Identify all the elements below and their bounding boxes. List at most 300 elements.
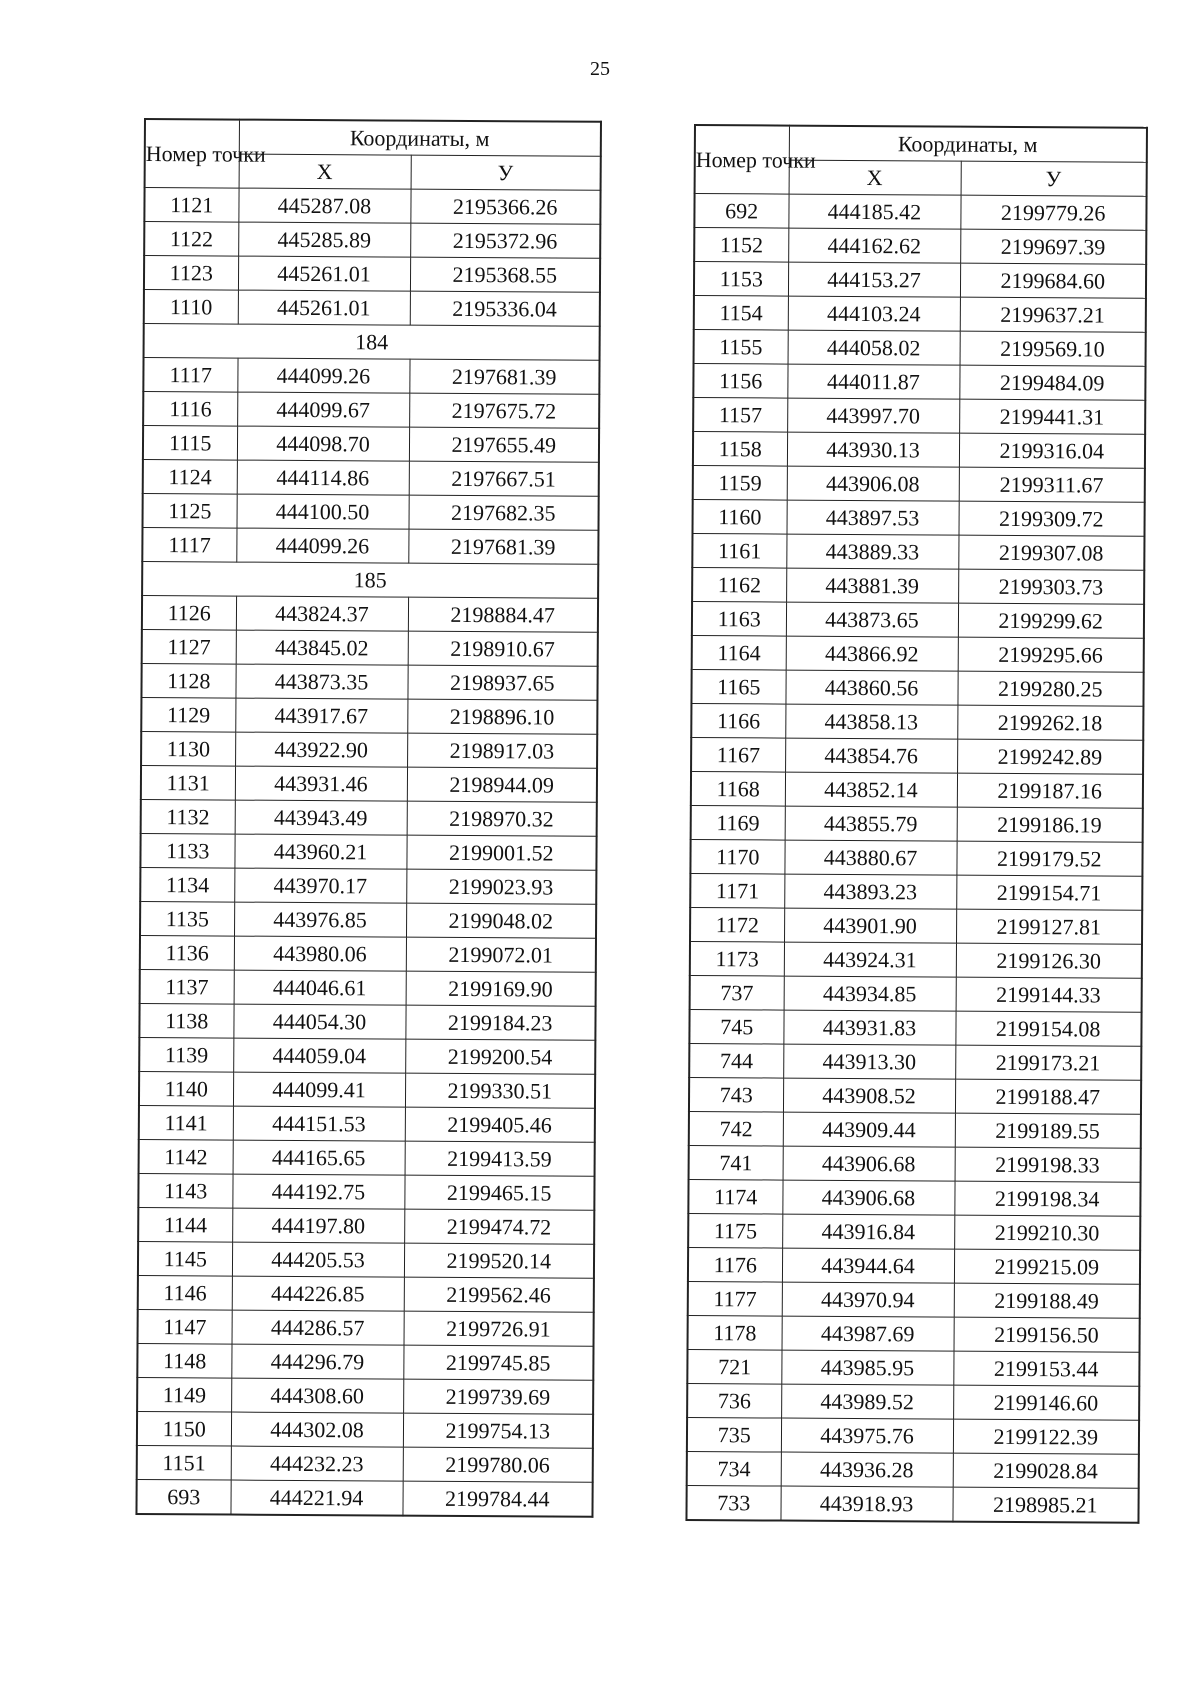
point-number-cell: 1173 (690, 941, 784, 976)
x-coordinate-cell: 443989.52 (781, 1384, 953, 1419)
table-row (139, 1037, 595, 1074)
point-number-cell: 1127 (142, 629, 236, 664)
y-coordinate-cell: 2199156.50 (954, 1317, 1140, 1352)
x-coordinate-cell: 444153.27 (788, 262, 960, 297)
x-coordinate-cell: 443917.67 (235, 698, 407, 733)
table-row (692, 601, 1144, 638)
x-coordinate-cell: 443873.65 (786, 602, 958, 637)
y-coordinate-cell: 2199146.60 (953, 1385, 1139, 1420)
table-row (144, 290, 600, 327)
y-coordinate-cell: 2199154.71 (956, 875, 1142, 910)
table-row (689, 1043, 1141, 1080)
table-row (688, 1281, 1140, 1318)
table-row (694, 262, 1146, 299)
x-coordinate-cell: 443916.84 (782, 1214, 954, 1249)
y-coordinate-cell: 2198917.03 (407, 733, 597, 768)
table-row (141, 731, 597, 768)
table-row (137, 1377, 593, 1414)
point-number-cell: 1168 (691, 771, 785, 806)
point-number-cell: 1153 (694, 262, 788, 297)
point-number-cell: 735 (687, 1417, 781, 1452)
coordinates-table-right (685, 124, 1148, 1524)
section-row (144, 324, 600, 361)
point-number-cell: 1147 (138, 1309, 232, 1344)
x-coordinate-cell: 444098.70 (237, 426, 409, 461)
y-coordinate-cell: 2199684.60 (960, 263, 1146, 298)
point-number-cell: 1152 (694, 228, 788, 263)
table-row (691, 805, 1143, 842)
x-coordinate-cell: 444162.62 (788, 228, 960, 263)
point-number-cell: 1171 (690, 873, 784, 908)
y-coordinate-cell: 2199280.25 (957, 671, 1143, 706)
y-coordinate-cell: 2199144.33 (956, 977, 1142, 1012)
y-coordinate-cell: 2199465.15 (404, 1175, 594, 1210)
point-number-cell: 1174 (688, 1179, 782, 1214)
y-coordinate-cell: 2199184.23 (405, 1005, 595, 1040)
x-coordinate-cell: 443889.33 (786, 534, 958, 569)
x-coordinate-cell: 443824.37 (236, 596, 408, 631)
x-coordinate-cell: 443931.46 (235, 766, 407, 801)
y-coordinate-cell: 2199179.52 (956, 841, 1142, 876)
y-coordinate-cell: 2199697.39 (960, 229, 1146, 264)
table-row (143, 459, 599, 496)
point-number-cell: 1137 (140, 969, 234, 1004)
y-coordinate-cell: 2199188.47 (955, 1079, 1141, 1114)
point-number-cell: 1116 (143, 392, 237, 427)
point-number-cell: 1167 (691, 737, 785, 772)
point-number-cell: 1161 (692, 533, 786, 568)
y-coordinate-cell: 2199048.02 (406, 903, 596, 938)
x-coordinate-cell: 444054.30 (233, 1004, 405, 1039)
point-number-cell: 1170 (690, 839, 784, 874)
header-coordinates: Координаты, м (789, 126, 1147, 163)
table-row (690, 907, 1142, 944)
y-coordinate-cell: 2199569.10 (960, 331, 1146, 366)
point-number-cell: 1122 (144, 222, 238, 257)
header-y: У (961, 161, 1147, 196)
x-coordinate-cell: 444232.23 (231, 1446, 403, 1481)
x-coordinate-cell: 443976.85 (234, 902, 406, 937)
x-coordinate-cell: 443934.85 (784, 976, 956, 1011)
point-number-cell: 1166 (691, 703, 785, 738)
x-coordinate-cell: 443987.69 (782, 1316, 954, 1351)
point-number-cell: 1176 (688, 1247, 782, 1282)
x-coordinate-cell: 443855.79 (785, 806, 957, 841)
table-row (689, 1077, 1141, 1114)
y-coordinate-cell: 2199726.91 (404, 1311, 594, 1346)
section-label: 184 (144, 324, 600, 361)
point-number-cell: 1126 (142, 595, 236, 630)
point-number-cell: 1159 (693, 465, 787, 500)
table-row (689, 1009, 1141, 1046)
point-number-cell: 1178 (688, 1315, 782, 1350)
x-coordinate-cell: 443924.31 (784, 942, 956, 977)
y-coordinate-cell: 2199484.09 (959, 365, 1145, 400)
point-number-cell: 1136 (140, 935, 234, 970)
point-number-cell: 1117 (143, 358, 237, 393)
table-row (140, 935, 596, 972)
table-row (138, 1173, 594, 1210)
point-number-cell: 741 (689, 1145, 783, 1180)
x-coordinate-cell: 443852.14 (785, 772, 957, 807)
point-number-cell: 1157 (693, 398, 787, 433)
table-row (687, 1417, 1139, 1454)
table-row (139, 1071, 595, 1108)
table-row (142, 527, 598, 564)
x-coordinate-cell: 443913.30 (783, 1044, 955, 1079)
x-coordinate-cell: 444151.53 (233, 1106, 405, 1141)
y-coordinate-cell: 2199299.62 (958, 603, 1144, 638)
x-coordinate-cell: 443922.90 (235, 732, 407, 767)
table-row (690, 873, 1142, 910)
section-row (142, 561, 598, 598)
x-coordinate-cell: 443897.53 (786, 500, 958, 535)
point-number-cell: 1164 (692, 635, 786, 670)
point-number-cell: 1175 (688, 1213, 782, 1248)
table-row (142, 493, 598, 530)
x-coordinate-cell: 443918.93 (780, 1486, 952, 1522)
x-coordinate-cell: 443880.67 (784, 840, 956, 875)
table-row (690, 941, 1142, 978)
y-coordinate-cell: 2199779.26 (960, 195, 1146, 230)
point-number-cell: 1110 (144, 290, 238, 325)
header-x: X (239, 154, 411, 189)
x-coordinate-cell: 443893.23 (784, 874, 956, 909)
y-coordinate-cell: 2199198.33 (955, 1147, 1141, 1182)
point-number-cell: 1177 (688, 1281, 782, 1316)
x-coordinate-cell: 445287.08 (238, 188, 410, 223)
x-coordinate-cell: 444058.02 (788, 330, 960, 365)
y-coordinate-cell: 2197682.35 (408, 495, 598, 530)
table-row (687, 1451, 1139, 1488)
y-coordinate-cell: 2199637.21 (960, 297, 1146, 332)
point-number-cell: 1123 (144, 256, 238, 291)
y-coordinate-cell: 2199153.44 (953, 1351, 1139, 1386)
table-row (693, 364, 1145, 401)
point-number-cell: 1172 (690, 907, 784, 942)
table-row (138, 1275, 594, 1312)
x-coordinate-cell: 444302.08 (231, 1412, 403, 1447)
table-row (693, 465, 1145, 502)
y-coordinate-cell: 2199072.01 (406, 937, 596, 972)
table-row (693, 432, 1145, 469)
x-coordinate-cell: 444099.67 (237, 392, 409, 427)
point-number-cell: 1124 (143, 459, 237, 494)
table-row (144, 222, 600, 259)
x-coordinate-cell: 443906.68 (782, 1180, 954, 1215)
y-coordinate-cell: 2199474.72 (404, 1209, 594, 1244)
point-number-cell: 1150 (137, 1411, 231, 1446)
x-coordinate-cell: 444099.26 (237, 358, 409, 393)
point-number-cell: 734 (687, 1451, 781, 1486)
x-coordinate-cell: 443930.13 (787, 432, 959, 467)
x-coordinate-cell: 444165.65 (233, 1140, 405, 1175)
y-coordinate-cell: 2195368.55 (410, 257, 600, 292)
table-row (694, 296, 1146, 333)
table-row (140, 969, 596, 1006)
x-coordinate-cell: 444192.75 (232, 1174, 404, 1209)
y-coordinate-cell: 2197681.39 (409, 359, 599, 394)
x-coordinate-cell: 443873.35 (235, 664, 407, 699)
page-number: 25 (590, 58, 610, 80)
x-coordinate-cell: 444059.04 (233, 1038, 405, 1073)
table-row (141, 697, 597, 734)
point-number-cell: 1133 (140, 833, 234, 868)
y-coordinate-cell: 2198884.47 (408, 597, 598, 632)
table-row (142, 629, 598, 666)
point-number-cell: 1169 (691, 805, 785, 840)
point-number-cell: 1154 (694, 296, 788, 331)
table-row (142, 595, 598, 632)
x-coordinate-cell: 443908.52 (783, 1078, 955, 1113)
table-row (691, 771, 1143, 808)
table-row (687, 1349, 1139, 1386)
x-coordinate-cell: 443997.70 (787, 398, 959, 433)
point-number-cell: 1148 (137, 1343, 231, 1378)
y-coordinate-cell: 2199520.14 (404, 1243, 594, 1278)
point-number-cell: 742 (689, 1111, 783, 1146)
table-row (694, 330, 1146, 367)
x-coordinate-cell: 443931.83 (783, 1010, 955, 1045)
table-row (686, 1485, 1138, 1522)
y-coordinate-cell: 2199173.21 (955, 1045, 1141, 1080)
table-row (144, 188, 600, 225)
point-number-cell: 1144 (138, 1207, 232, 1242)
y-coordinate-cell: 2199188.49 (954, 1283, 1140, 1318)
point-number-cell: 1138 (139, 1003, 233, 1038)
y-coordinate-cell: 2199200.54 (405, 1039, 595, 1074)
x-coordinate-cell: 443909.44 (783, 1112, 955, 1147)
x-coordinate-cell: 443845.02 (236, 630, 408, 665)
table-row (694, 194, 1146, 231)
x-coordinate-cell: 444103.24 (788, 296, 960, 331)
header-coordinates: Координаты, м (239, 120, 601, 157)
point-number-cell: 1117 (142, 527, 236, 562)
point-number-cell: 1160 (692, 499, 786, 534)
point-number-cell: 1130 (141, 731, 235, 766)
point-number-cell: 1163 (692, 601, 786, 636)
y-coordinate-cell: 2199186.19 (957, 807, 1143, 842)
point-number-cell: 1158 (693, 432, 787, 467)
y-coordinate-cell: 2199154.08 (955, 1011, 1141, 1046)
y-coordinate-cell: 2197655.49 (409, 427, 599, 462)
table-row (143, 392, 599, 429)
point-number-cell: 1128 (141, 663, 235, 698)
x-coordinate-cell: 444185.42 (788, 194, 960, 229)
table-row (136, 1479, 592, 1516)
y-coordinate-cell: 2198985.21 (952, 1487, 1138, 1523)
y-coordinate-cell: 2198944.09 (407, 767, 597, 802)
x-coordinate-cell: 444099.26 (236, 528, 408, 563)
table-row (143, 426, 599, 463)
y-coordinate-cell: 2195366.26 (410, 189, 600, 224)
point-number-cell: 743 (689, 1077, 783, 1112)
y-coordinate-cell: 2199303.73 (958, 569, 1144, 604)
y-coordinate-cell: 2199562.46 (404, 1277, 594, 1312)
y-coordinate-cell: 2199405.46 (405, 1107, 595, 1142)
x-coordinate-cell: 445285.89 (238, 222, 410, 257)
x-coordinate-cell: 443854.76 (785, 738, 957, 773)
y-coordinate-cell: 2199215.09 (954, 1249, 1140, 1284)
y-coordinate-cell: 2197675.72 (409, 393, 599, 428)
x-coordinate-cell: 443881.39 (786, 568, 958, 603)
point-number-cell: 1151 (137, 1445, 231, 1480)
x-coordinate-cell: 444046.61 (234, 970, 406, 1005)
x-coordinate-cell: 443975.76 (781, 1418, 953, 1453)
x-coordinate-cell: 443858.13 (785, 704, 957, 739)
header-point-number: Номер точки (145, 119, 239, 188)
table-row (141, 663, 597, 700)
y-coordinate-cell: 2199330.51 (405, 1073, 595, 1108)
point-number-cell: 1132 (141, 799, 235, 834)
y-coordinate-cell: 2199189.55 (955, 1113, 1141, 1148)
y-coordinate-cell: 2199413.59 (405, 1141, 595, 1176)
y-coordinate-cell: 2197667.51 (409, 461, 599, 496)
table-row (138, 1309, 594, 1346)
point-number-cell: 1135 (140, 901, 234, 936)
table-row (139, 1139, 595, 1176)
table-row (138, 1207, 594, 1244)
x-coordinate-cell: 443960.21 (234, 834, 406, 869)
x-coordinate-cell: 445261.01 (238, 256, 410, 291)
y-coordinate-cell: 2199745.85 (403, 1345, 593, 1380)
point-number-cell: 1165 (691, 669, 785, 704)
table-row (691, 669, 1143, 706)
section-label: 185 (142, 561, 598, 598)
point-number-cell: 1162 (692, 567, 786, 602)
table-row (137, 1411, 593, 1448)
table-row (137, 1445, 593, 1482)
point-number-cell: 1149 (137, 1377, 231, 1412)
table-row (139, 1003, 595, 1040)
point-number-cell: 1131 (141, 765, 235, 800)
y-coordinate-cell: 2195372.96 (410, 223, 600, 258)
table-row (692, 635, 1144, 672)
x-coordinate-cell: 443901.90 (784, 908, 956, 943)
table-row (694, 228, 1146, 265)
y-coordinate-cell: 2199316.04 (959, 433, 1145, 468)
point-number-cell: 1140 (139, 1071, 233, 1106)
y-coordinate-cell: 2199198.34 (954, 1181, 1140, 1216)
table-row (688, 1179, 1140, 1216)
y-coordinate-cell: 2199028.84 (953, 1453, 1139, 1488)
coordinates-table-left (135, 118, 602, 1518)
point-number-cell: 1156 (693, 364, 787, 399)
x-coordinate-cell: 443936.28 (781, 1452, 953, 1487)
x-coordinate-cell: 443970.94 (782, 1282, 954, 1317)
x-coordinate-cell: 445261.01 (238, 290, 410, 325)
x-coordinate-cell: 444296.79 (231, 1344, 403, 1379)
x-coordinate-cell: 444226.85 (232, 1276, 404, 1311)
y-coordinate-cell: 2199187.16 (957, 773, 1143, 808)
point-number-cell: 1146 (138, 1275, 232, 1310)
y-coordinate-cell: 2199262.18 (957, 705, 1143, 740)
x-coordinate-cell: 443906.08 (787, 466, 959, 501)
x-coordinate-cell: 443980.06 (234, 936, 406, 971)
point-number-cell: 1125 (142, 493, 236, 528)
y-coordinate-cell: 2199754.13 (403, 1413, 593, 1448)
point-number-cell: 1141 (139, 1105, 233, 1140)
x-coordinate-cell: 443906.68 (783, 1146, 955, 1181)
point-number-cell: 736 (687, 1383, 781, 1418)
header-point-number: Номер точки (695, 125, 789, 194)
point-number-cell: 737 (690, 975, 784, 1010)
header-y: У (411, 155, 601, 190)
y-coordinate-cell: 2198910.67 (408, 631, 598, 666)
point-number-cell: 744 (689, 1043, 783, 1078)
x-coordinate-cell: 444286.57 (232, 1310, 404, 1345)
point-number-cell: 1145 (138, 1241, 232, 1276)
x-coordinate-cell: 443860.56 (785, 670, 957, 705)
table-row (691, 703, 1143, 740)
table-row (137, 1343, 593, 1380)
point-number-cell: 1142 (139, 1139, 233, 1174)
x-coordinate-cell: 444100.50 (236, 494, 408, 529)
y-coordinate-cell: 2199127.81 (956, 909, 1142, 944)
y-coordinate-cell: 2199122.39 (953, 1419, 1139, 1454)
header-x: X (789, 160, 961, 195)
x-coordinate-cell: 443866.92 (786, 636, 958, 671)
table-row (690, 839, 1142, 876)
table-row (691, 737, 1143, 774)
point-number-cell: 1143 (138, 1173, 232, 1208)
y-coordinate-cell: 2198970.32 (407, 801, 597, 836)
table-row (138, 1241, 594, 1278)
y-coordinate-cell: 2199739.69 (403, 1379, 593, 1414)
table-row (139, 1105, 595, 1142)
table-row (688, 1247, 1140, 1284)
table-row (692, 567, 1144, 604)
x-coordinate-cell: 443943.49 (235, 800, 407, 835)
point-number-cell: 1115 (143, 426, 237, 461)
x-coordinate-cell: 444114.86 (237, 460, 409, 495)
y-coordinate-cell: 2199210.30 (954, 1215, 1140, 1250)
table-row (688, 1315, 1140, 1352)
table-row (140, 867, 596, 904)
point-number-cell: 1121 (144, 188, 238, 223)
x-coordinate-cell: 443944.64 (782, 1248, 954, 1283)
table-row (141, 799, 597, 836)
y-coordinate-cell: 2198937.65 (407, 665, 597, 700)
y-coordinate-cell: 2199169.90 (406, 971, 596, 1006)
y-coordinate-cell: 2197681.39 (408, 529, 598, 564)
point-number-cell: 692 (694, 194, 788, 229)
y-coordinate-cell: 2199126.30 (956, 943, 1142, 978)
table-row (143, 358, 599, 395)
y-coordinate-cell: 2195336.04 (410, 291, 600, 326)
table-row (692, 533, 1144, 570)
point-number-cell: 721 (687, 1349, 781, 1384)
x-coordinate-cell: 443985.95 (781, 1350, 953, 1385)
x-coordinate-cell: 444205.53 (232, 1242, 404, 1277)
point-number-cell: 733 (686, 1485, 780, 1520)
table-row (689, 1145, 1141, 1182)
point-number-cell: 1139 (139, 1037, 233, 1072)
y-coordinate-cell: 2199311.67 (959, 467, 1145, 502)
y-coordinate-cell: 2199441.31 (959, 399, 1145, 434)
y-coordinate-cell: 2199001.52 (406, 835, 596, 870)
table-row (140, 833, 596, 870)
x-coordinate-cell: 444221.94 (230, 1480, 402, 1516)
table-row (687, 1383, 1139, 1420)
x-coordinate-cell: 444308.60 (231, 1378, 403, 1413)
point-number-cell: 1155 (694, 330, 788, 365)
y-coordinate-cell: 2199309.72 (958, 501, 1144, 536)
table-row (141, 765, 597, 802)
point-number-cell: 1129 (141, 697, 235, 732)
x-coordinate-cell: 444197.80 (232, 1208, 404, 1243)
point-number-cell: 693 (136, 1479, 230, 1514)
